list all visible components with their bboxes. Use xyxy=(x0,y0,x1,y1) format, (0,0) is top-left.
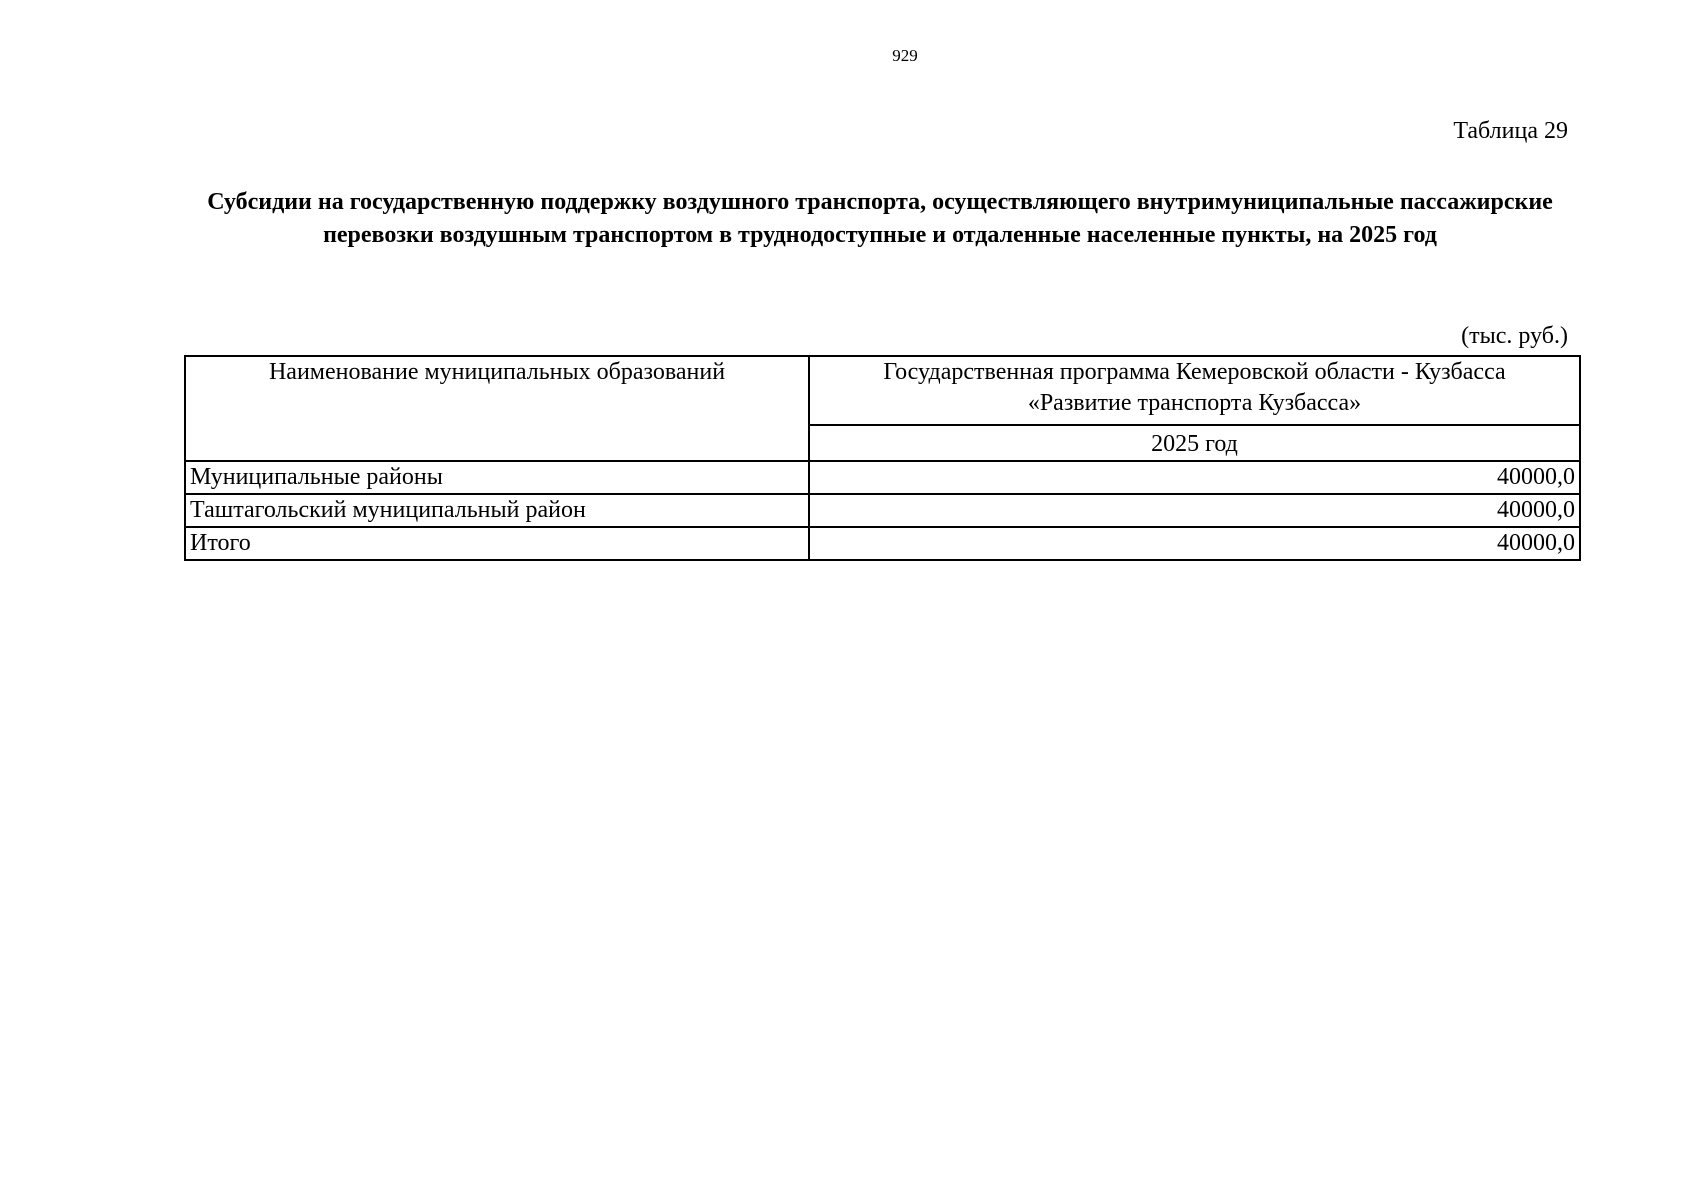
header-program: Государственная программа Кемеровской области - Кузбасса «Развитие транспорта Кузбасса» xyxy=(809,356,1580,425)
row-value: 40000,0 xyxy=(809,494,1580,527)
row-name: Итого xyxy=(185,527,809,560)
header-municipality-name: Наименование муниципальных образований xyxy=(185,356,809,461)
table-row xyxy=(185,494,1580,527)
table-header-row xyxy=(185,356,1580,425)
subsidy-table xyxy=(184,355,1581,561)
row-value: 40000,0 xyxy=(809,461,1580,494)
header-year: 2025 год xyxy=(809,425,1580,461)
page-number: 929 xyxy=(892,46,918,65)
table-label: Таблица 29 xyxy=(1453,118,1568,144)
row-value: 40000,0 xyxy=(809,527,1580,560)
units-label: (тыс. руб.) xyxy=(1461,323,1568,349)
table-row xyxy=(185,527,1580,560)
document-title: Субсидии на государственную поддержку воздушного транспорта, осуществляющего внутримуниципальные пассажирские перевозки воздушным транспортом в труднодоступные и отдаленные населенные пункты, на 2025 год xyxy=(207,189,1553,248)
row-name: Муниципальные районы xyxy=(185,461,809,494)
row-name: Таштагольский муниципальный район xyxy=(185,494,809,527)
table-row xyxy=(185,461,1580,494)
